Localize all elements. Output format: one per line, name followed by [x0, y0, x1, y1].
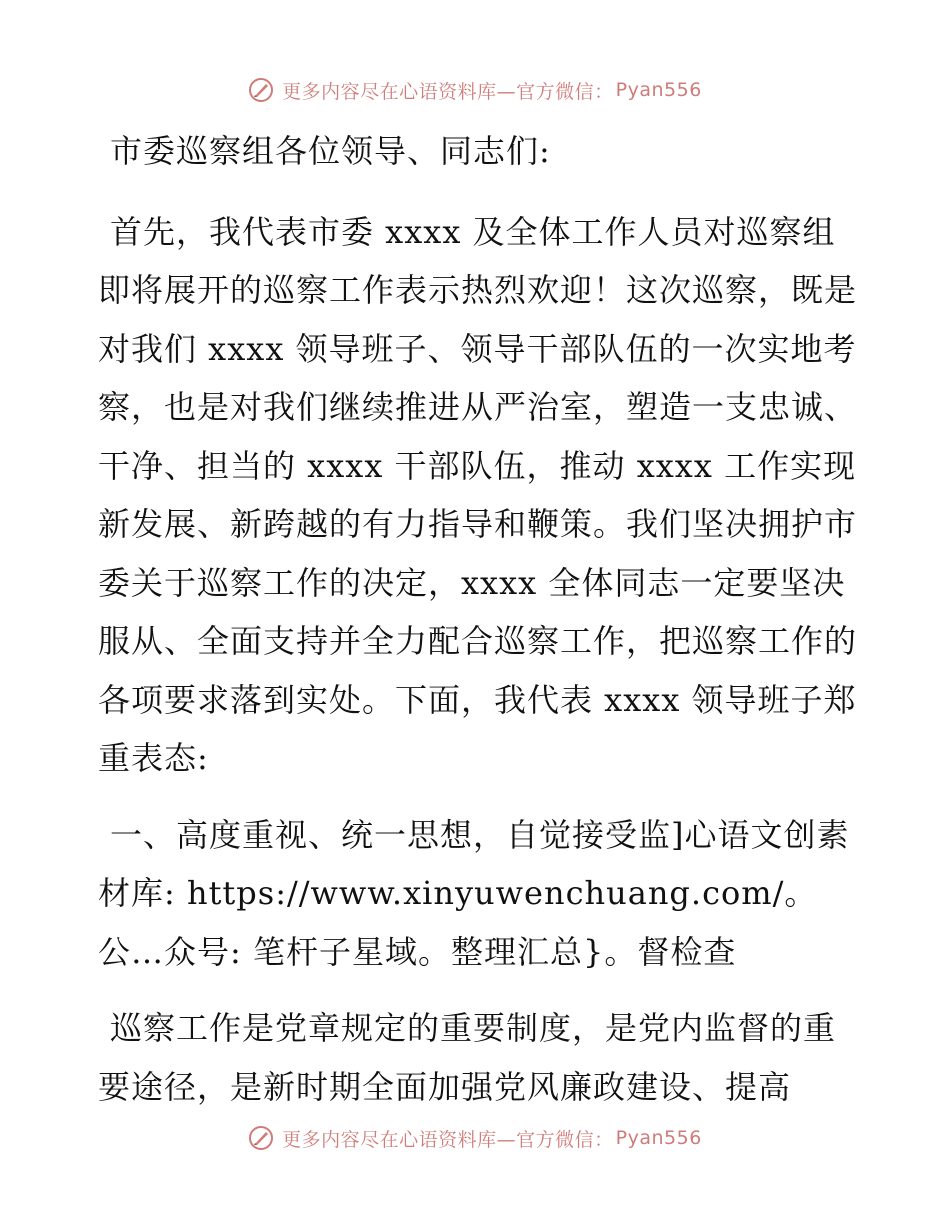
footer-watermark [0, 1118, 950, 1158]
paragraph-2: 一、高度重视、统一思想，自觉接受监]心语文创素材库: https://www.xinyuwenchuang.com/。公…众号: 笔杆子星域。整理汇总}。督检查 [98, 815, 850, 971]
quill-logo-icon [248, 1125, 274, 1151]
paragraph-3: 巡察工作是党章规定的重要制度，是党内监督的重要途径，是新时期全面加强党风廉政建设、提高 [98, 1009, 837, 1106]
watermark-text: 更多内容尽在心语资料库—官方微信： [282, 1128, 614, 1151]
salutation: 市委巡察组各位领导、同志们: [110, 132, 551, 170]
watermark-wechat-id: Pyan556 [615, 79, 702, 101]
quill-logo-icon [248, 77, 274, 103]
watermark-text: 更多内容尽在心语资料库—官方微信： [282, 80, 614, 103]
watermark-wechat-id: Pyan556 [615, 1127, 702, 1149]
header-watermark [0, 70, 950, 110]
document-body [98, 122, 858, 1134]
paragraph-1: 首先，我代表市委 xxxx 及全体工作人员对巡察组即将展开的巡察工作表示热烈欢迎！这次巡察，既是对我们 xxxx 领导班子、领导干部队伍的一次实地考察，也是对我们继续推进从严治室，塑造一支忠诚、干净、担当的 xxxx 干部队伍，推动 xxxx 工作实现新发展、新跨越的有力指导和鞭策。我们坚决拥护市委关于巡察工作的决定，xxxx 全体同志一定要坚决服从、全面支持并全力配合巡察工作，把巡察工作的各项要求落到实处。下面，我代表 xxxx 领导班子郑重表态: [98, 212, 858, 777]
